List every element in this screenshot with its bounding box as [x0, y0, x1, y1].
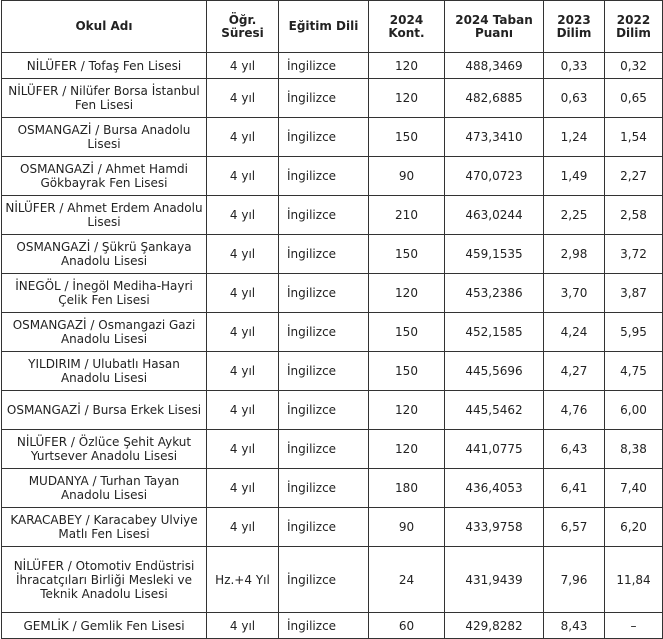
cell-language: İngilizce	[279, 118, 369, 157]
cell-language: İngilizce	[279, 235, 369, 274]
cell-language: İngilizce	[279, 79, 369, 118]
cell-score: 441,0775	[445, 430, 544, 469]
cell-score: 436,4053	[445, 469, 544, 508]
table-row	[2, 235, 663, 274]
table-body	[2, 53, 663, 639]
cell-duration: 4 yıl	[207, 391, 279, 430]
cell-duration: 4 yıl	[207, 352, 279, 391]
cell-school: NİLÜFER / Otomotiv Endüstrisi İhracatçıları Birliği Mesleki ve Teknik Anadolu Lisesi	[2, 547, 207, 613]
header-quota: 2024 Kont.	[369, 1, 445, 53]
cell-quota: 24	[369, 547, 445, 613]
cell-language: İngilizce	[279, 547, 369, 613]
cell-duration: 4 yıl	[207, 118, 279, 157]
cell-pct-2022: 2,27	[605, 157, 663, 196]
table-row	[2, 469, 663, 508]
table-row	[2, 352, 663, 391]
table-row	[2, 391, 663, 430]
cell-school: OSMANGAZİ / Bursa Erkek Lisesi	[2, 391, 207, 430]
table-row	[2, 157, 663, 196]
cell-school: YILDIRIM / Ulubatlı Hasan Anadolu Lisesi	[2, 352, 207, 391]
cell-pct-2023: 0,33	[544, 53, 605, 79]
cell-pct-2023: 4,27	[544, 352, 605, 391]
cell-duration: Hz.+4 Yıl	[207, 547, 279, 613]
header-language: Eğitim Dili	[279, 1, 369, 53]
header-row	[2, 1, 663, 53]
cell-school: KARACABEY / Karacabey Ulviye Matlı Fen Lisesi	[2, 508, 207, 547]
table-row	[2, 613, 663, 639]
cell-duration: 4 yıl	[207, 469, 279, 508]
table-row	[2, 313, 663, 352]
cell-pct-2023: 6,41	[544, 469, 605, 508]
cell-quota: 150	[369, 235, 445, 274]
cell-pct-2023: 2,98	[544, 235, 605, 274]
cell-pct-2022: 3,72	[605, 235, 663, 274]
cell-language: İngilizce	[279, 391, 369, 430]
cell-quota: 150	[369, 352, 445, 391]
cell-score: 429,8282	[445, 613, 544, 639]
cell-pct-2022: 7,40	[605, 469, 663, 508]
cell-score: 482,6885	[445, 79, 544, 118]
cell-duration: 4 yıl	[207, 430, 279, 469]
table-row	[2, 118, 663, 157]
cell-quota: 120	[369, 274, 445, 313]
school-score-table	[1, 0, 663, 639]
cell-duration: 4 yıl	[207, 235, 279, 274]
header-score: 2024 Taban Puanı	[445, 1, 544, 53]
cell-pct-2022: 6,00	[605, 391, 663, 430]
header-pct-2023: 2023 Dilim	[544, 1, 605, 53]
header-duration: Öğr. Süresi	[207, 1, 279, 53]
cell-quota: 150	[369, 118, 445, 157]
cell-school: NİLÜFER / Ahmet Erdem Anadolu Lisesi	[2, 196, 207, 235]
cell-school: NİLÜFER / Nilüfer Borsa İstanbul Fen Lisesi	[2, 79, 207, 118]
cell-language: İngilizce	[279, 469, 369, 508]
cell-score: 445,5696	[445, 352, 544, 391]
cell-pct-2023: 4,76	[544, 391, 605, 430]
cell-score: 459,1535	[445, 235, 544, 274]
cell-pct-2023: 0,63	[544, 79, 605, 118]
cell-quota: 150	[369, 313, 445, 352]
cell-school: OSMANGAZİ / Ahmet Hamdi Gökbayrak Fen Lisesi	[2, 157, 207, 196]
cell-pct-2023: 4,24	[544, 313, 605, 352]
cell-score: 431,9439	[445, 547, 544, 613]
table-row	[2, 53, 663, 79]
cell-score: 433,9758	[445, 508, 544, 547]
table-row	[2, 79, 663, 118]
cell-pct-2022: 0,32	[605, 53, 663, 79]
cell-language: İngilizce	[279, 430, 369, 469]
cell-pct-2023: 3,70	[544, 274, 605, 313]
cell-pct-2022: 8,38	[605, 430, 663, 469]
cell-pct-2022: 1,54	[605, 118, 663, 157]
cell-language: İngilizce	[279, 508, 369, 547]
cell-pct-2022: 5,95	[605, 313, 663, 352]
cell-score: 452,1585	[445, 313, 544, 352]
cell-quota: 120	[369, 430, 445, 469]
cell-score: 470,0723	[445, 157, 544, 196]
cell-pct-2022: 2,58	[605, 196, 663, 235]
cell-score: 463,0244	[445, 196, 544, 235]
cell-school: NİLÜFER / Özlüce Şehit Aykut Yurtsever Anadolu Lisesi	[2, 430, 207, 469]
cell-quota: 90	[369, 157, 445, 196]
cell-pct-2022: 0,65	[605, 79, 663, 118]
cell-duration: 4 yıl	[207, 79, 279, 118]
cell-duration: 4 yıl	[207, 53, 279, 79]
table-row	[2, 430, 663, 469]
cell-school: MUDANYA / Turhan Tayan Anadolu Lisesi	[2, 469, 207, 508]
cell-score: 445,5462	[445, 391, 544, 430]
cell-quota: 210	[369, 196, 445, 235]
header-school: Okul Adı	[2, 1, 207, 53]
cell-quota: 120	[369, 391, 445, 430]
cell-quota: 60	[369, 613, 445, 639]
cell-duration: 4 yıl	[207, 508, 279, 547]
cell-pct-2023: 6,43	[544, 430, 605, 469]
cell-pct-2023: 7,96	[544, 547, 605, 613]
cell-score: 473,3410	[445, 118, 544, 157]
cell-language: İngilizce	[279, 313, 369, 352]
cell-score: 453,2386	[445, 274, 544, 313]
cell-duration: 4 yıl	[207, 157, 279, 196]
cell-language: İngilizce	[279, 53, 369, 79]
cell-language: İngilizce	[279, 196, 369, 235]
table-row	[2, 547, 663, 613]
cell-duration: 4 yıl	[207, 613, 279, 639]
table-row	[2, 274, 663, 313]
cell-school: GEMLİK / Gemlik Fen Lisesi	[2, 613, 207, 639]
cell-pct-2022: –	[605, 613, 663, 639]
cell-quota: 120	[369, 53, 445, 79]
cell-language: İngilizce	[279, 613, 369, 639]
cell-pct-2023: 6,57	[544, 508, 605, 547]
table-row	[2, 196, 663, 235]
header-pct-2022: 2022 Dilim	[605, 1, 663, 53]
cell-pct-2023: 1,49	[544, 157, 605, 196]
cell-pct-2022: 6,20	[605, 508, 663, 547]
cell-school: OSMANGAZİ / Osmangazi Gazi Anadolu Lisesi	[2, 313, 207, 352]
cell-duration: 4 yıl	[207, 313, 279, 352]
cell-score: 488,3469	[445, 53, 544, 79]
table-row	[2, 508, 663, 547]
cell-duration: 4 yıl	[207, 274, 279, 313]
cell-language: İngilizce	[279, 274, 369, 313]
cell-quota: 90	[369, 508, 445, 547]
cell-school: OSMANGAZİ / Şükrü Şankaya Anadolu Lisesi	[2, 235, 207, 274]
cell-pct-2023: 2,25	[544, 196, 605, 235]
cell-school: NİLÜFER / Tofaş Fen Lisesi	[2, 53, 207, 79]
cell-pct-2022: 4,75	[605, 352, 663, 391]
cell-school: OSMANGAZİ / Bursa Anadolu Lisesi	[2, 118, 207, 157]
cell-school: İNEGÖL / İnegöl Mediha-Hayri Çelik Fen Lisesi	[2, 274, 207, 313]
cell-quota: 180	[369, 469, 445, 508]
cell-language: İngilizce	[279, 157, 369, 196]
cell-pct-2023: 1,24	[544, 118, 605, 157]
cell-quota: 120	[369, 79, 445, 118]
cell-duration: 4 yıl	[207, 196, 279, 235]
cell-language: İngilizce	[279, 352, 369, 391]
cell-pct-2022: 3,87	[605, 274, 663, 313]
cell-pct-2022: 11,84	[605, 547, 663, 613]
cell-pct-2023: 8,43	[544, 613, 605, 639]
